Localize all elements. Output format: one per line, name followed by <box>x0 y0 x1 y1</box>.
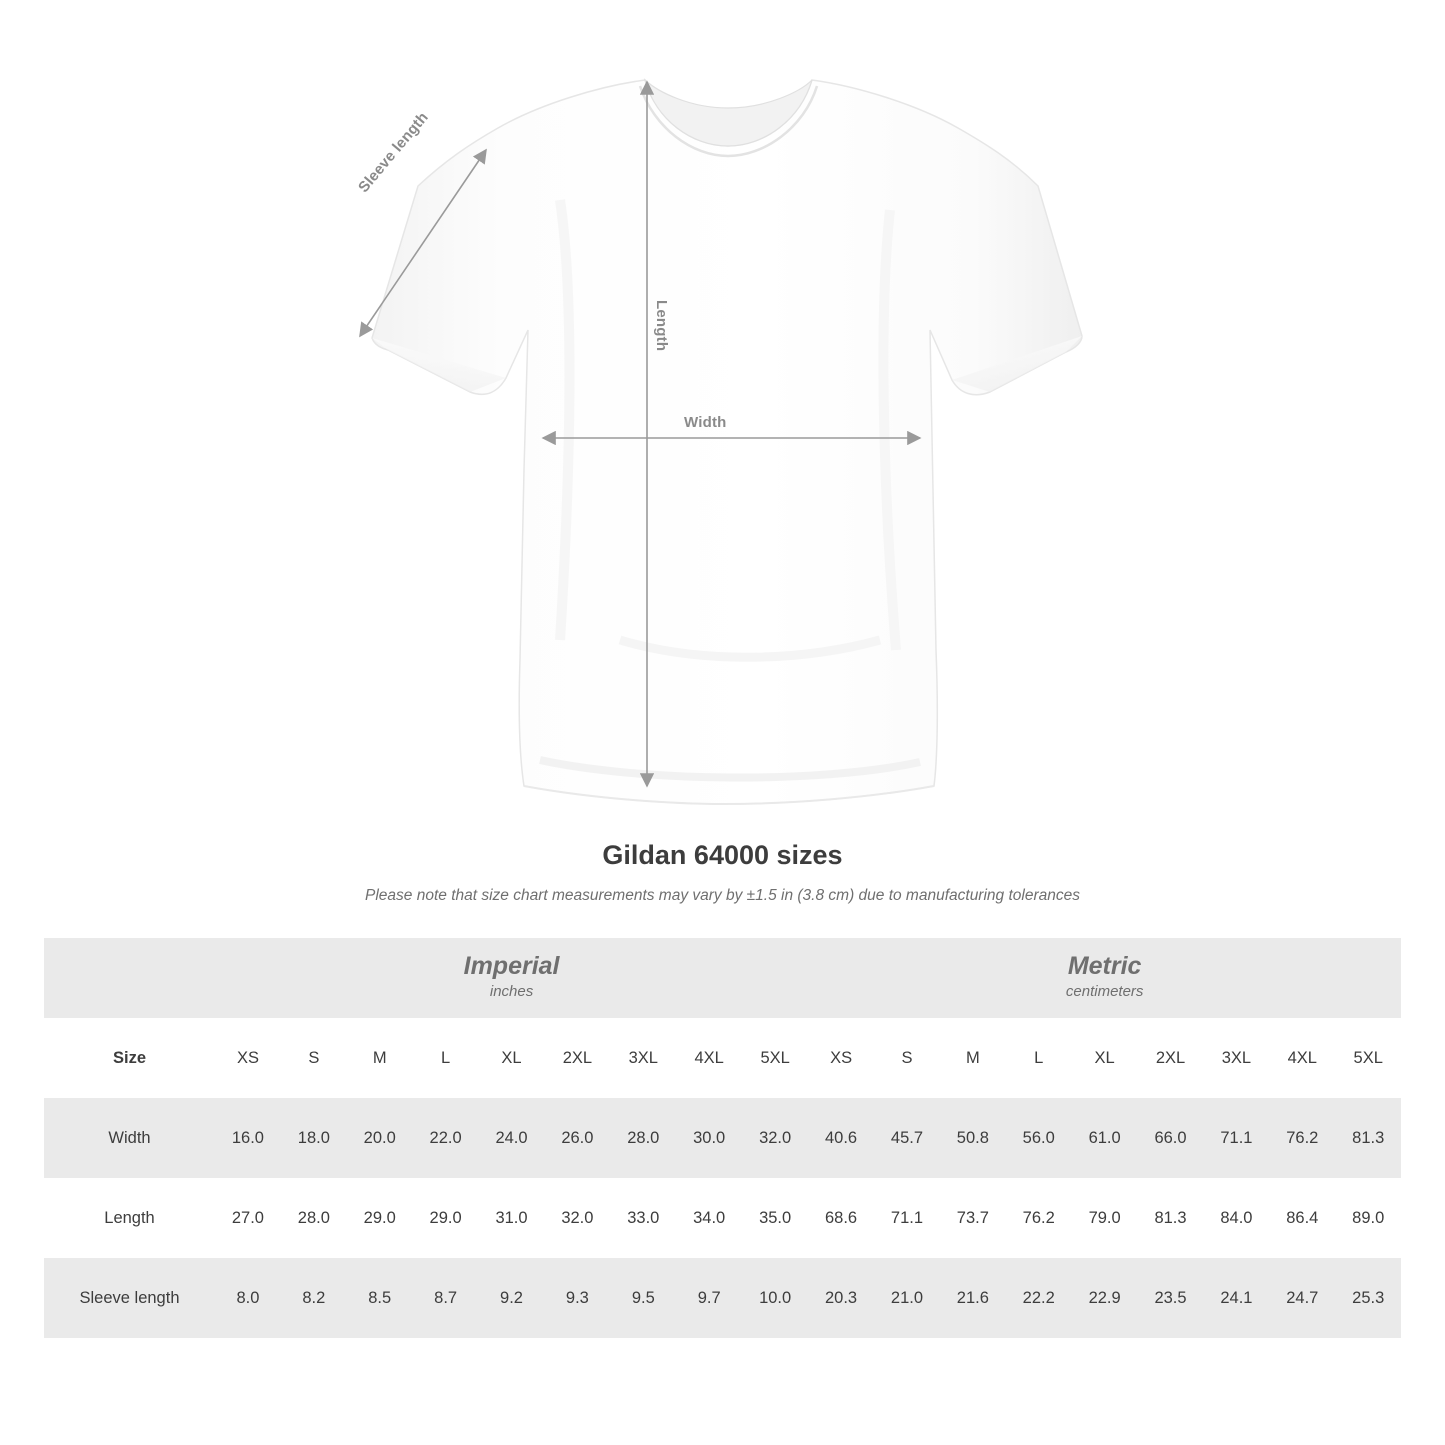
size-header-cell: 5XL <box>742 1018 808 1098</box>
table-cell: 24.0 <box>479 1098 545 1178</box>
table-cell: 30.0 <box>676 1098 742 1178</box>
table-cell: 45.7 <box>874 1098 940 1178</box>
page-title: Gildan 64000 sizes <box>602 840 843 870</box>
table-cell: 9.2 <box>479 1258 545 1338</box>
unit-system-spacer <box>44 938 215 1018</box>
sleeve-length-dimension-label: Sleeve length <box>355 108 432 196</box>
table-cell: 21.6 <box>940 1258 1006 1338</box>
table-cell: 8.0 <box>215 1258 281 1338</box>
table-cell: 24.7 <box>1269 1258 1335 1338</box>
table-cell: 22.2 <box>1006 1258 1072 1338</box>
table-cell: 84.0 <box>1203 1178 1269 1258</box>
tolerance-note: Please note that size chart measurements may vary by ±1.5 in (3.8 cm) due to manufacturing tolerances <box>365 887 1080 904</box>
table-cell: 24.1 <box>1203 1258 1269 1338</box>
table-cell: 20.0 <box>347 1098 413 1178</box>
table-cell: 9.5 <box>610 1258 676 1338</box>
size-header-cell: 2XL <box>1138 1018 1204 1098</box>
size-header-cell: L <box>413 1018 479 1098</box>
metric-unit: centimeters <box>1065 983 1144 1001</box>
table-cell: 22.0 <box>413 1098 479 1178</box>
table-cell: 32.0 <box>742 1098 808 1178</box>
table-cell: 16.0 <box>215 1098 281 1178</box>
row-label-length: Length <box>44 1178 215 1258</box>
imperial-label: Imperial <box>463 952 560 981</box>
imperial-unit: inches <box>489 983 534 1001</box>
table-cell: 29.0 <box>413 1178 479 1258</box>
table-cell: 8.2 <box>281 1258 347 1338</box>
table-cell: 33.0 <box>610 1178 676 1258</box>
table-row <box>44 1258 1401 1338</box>
size-header-row <box>44 1018 1401 1098</box>
table-cell: 8.7 <box>413 1258 479 1338</box>
table-cell: 81.3 <box>1335 1098 1401 1178</box>
table-cell: 10.0 <box>742 1258 808 1338</box>
size-header-cell: XL <box>479 1018 545 1098</box>
size-header-cell: 3XL <box>1203 1018 1269 1098</box>
row-label-sleeve-length: Sleeve length <box>44 1258 215 1338</box>
table-cell: 25.3 <box>1335 1258 1401 1338</box>
table-cell: 21.0 <box>874 1258 940 1338</box>
table-cell: 20.3 <box>808 1258 874 1338</box>
table-cell: 29.0 <box>347 1178 413 1258</box>
unit-system-metric <box>808 938 1401 1018</box>
size-header-cell: M <box>940 1018 1006 1098</box>
table-cell: 56.0 <box>1006 1098 1072 1178</box>
table-cell: 22.9 <box>1072 1258 1138 1338</box>
table-cell: 28.0 <box>281 1178 347 1258</box>
table-cell: 86.4 <box>1269 1178 1335 1258</box>
table-cell: 81.3 <box>1138 1178 1204 1258</box>
size-chart-table <box>44 938 1401 1338</box>
unit-system-imperial <box>215 938 808 1018</box>
size-header-cell: L <box>1006 1018 1072 1098</box>
table-cell: 28.0 <box>610 1098 676 1178</box>
table-cell: 68.6 <box>808 1178 874 1258</box>
table-cell: 23.5 <box>1138 1258 1204 1338</box>
size-header-label: Size <box>44 1018 215 1098</box>
table-cell: 73.7 <box>940 1178 1006 1258</box>
size-header-cell: 5XL <box>1335 1018 1401 1098</box>
table-cell: 89.0 <box>1335 1178 1401 1258</box>
table-row <box>44 1178 1401 1258</box>
table-cell: 18.0 <box>281 1098 347 1178</box>
table-cell: 71.1 <box>874 1178 940 1258</box>
table-cell: 50.8 <box>940 1098 1006 1178</box>
table-cell: 71.1 <box>1203 1098 1269 1178</box>
table-cell: 9.7 <box>676 1258 742 1338</box>
size-header-cell: XL <box>1072 1018 1138 1098</box>
size-header-cell: XS <box>808 1018 874 1098</box>
width-dimension-label: Width <box>684 414 727 431</box>
table-cell: 40.6 <box>808 1098 874 1178</box>
unit-system-row <box>44 938 1401 1018</box>
row-label-width: Width <box>44 1098 215 1178</box>
size-header-cell: 4XL <box>1269 1018 1335 1098</box>
table-cell: 35.0 <box>742 1178 808 1258</box>
table-cell: 9.3 <box>544 1258 610 1338</box>
table-cell: 79.0 <box>1072 1178 1138 1258</box>
table-cell: 31.0 <box>479 1178 545 1258</box>
table-cell: 61.0 <box>1072 1098 1138 1178</box>
size-header-cell: S <box>281 1018 347 1098</box>
table-cell: 27.0 <box>215 1178 281 1258</box>
size-header-cell: 3XL <box>610 1018 676 1098</box>
length-dimension-label: Length <box>653 300 670 352</box>
table-cell: 34.0 <box>676 1178 742 1258</box>
size-header-cell: S <box>874 1018 940 1098</box>
table-row <box>44 1098 1401 1178</box>
size-header-cell: 2XL <box>544 1018 610 1098</box>
metric-label: Metric <box>1067 952 1142 981</box>
table-cell: 76.2 <box>1269 1098 1335 1178</box>
table-cell: 26.0 <box>544 1098 610 1178</box>
table-cell: 66.0 <box>1138 1098 1204 1178</box>
table-cell: 32.0 <box>544 1178 610 1258</box>
size-header-cell: XS <box>215 1018 281 1098</box>
table-cell: 76.2 <box>1006 1178 1072 1258</box>
table-cell: 8.5 <box>347 1258 413 1338</box>
size-header-cell: 4XL <box>676 1018 742 1098</box>
size-header-cell: M <box>347 1018 413 1098</box>
